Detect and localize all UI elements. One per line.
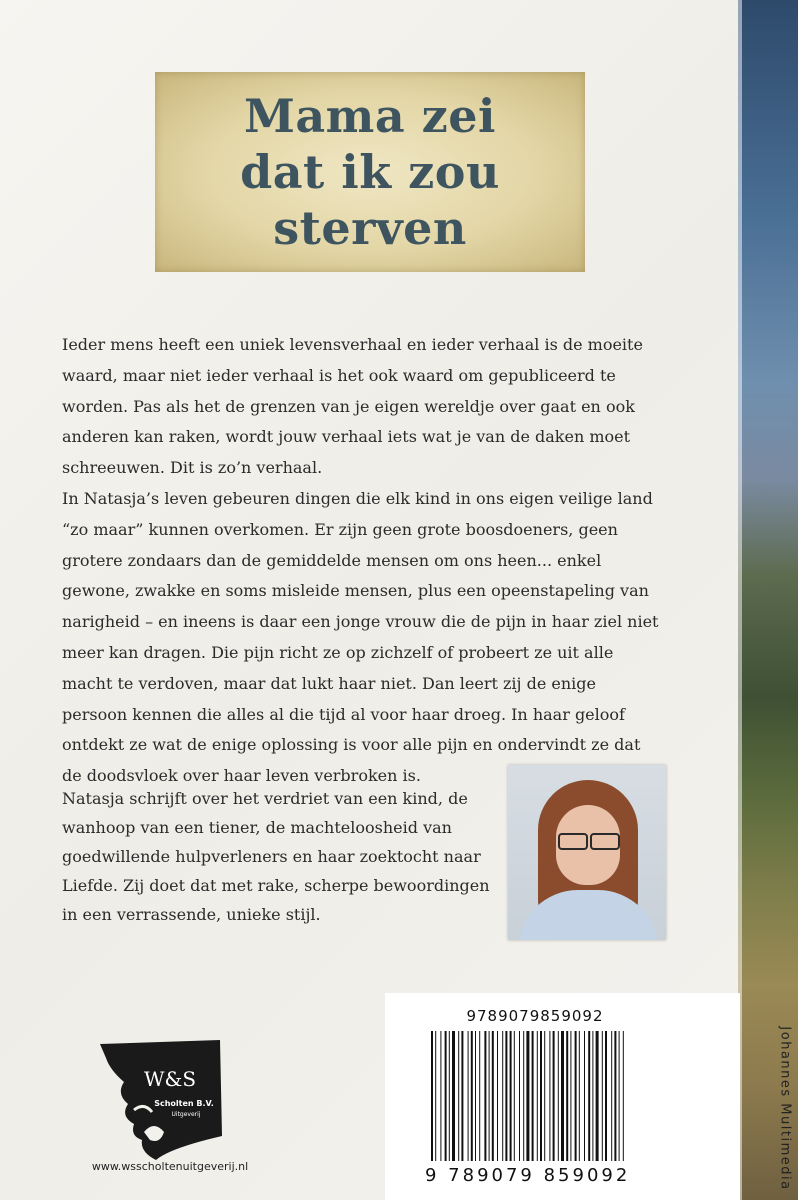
barcode-sticker xyxy=(385,993,793,1200)
logo-publisher-name: Scholten B.V. xyxy=(154,1099,214,1108)
isbn-top: 9789079859092 xyxy=(466,1007,604,1025)
author-photo xyxy=(508,765,666,940)
logo-publisher-subtitle: Uitgeverij xyxy=(171,1111,201,1118)
title-line-3: sterven xyxy=(273,201,467,255)
publisher-url[interactable]: www.wsscholtenuitgeverij.nl xyxy=(91,1160,249,1173)
author-glasses xyxy=(556,833,620,847)
blurb-text xyxy=(62,330,662,792)
title-line-1: Mama zei xyxy=(243,89,497,143)
publisher-logo xyxy=(100,1040,226,1160)
logo-monogram: W&S xyxy=(143,1067,197,1091)
isbn-bottom: 9 789079 859092 xyxy=(425,1165,631,1186)
blurb-paragraph-1: Ieder mens heeft een uniek levensverhaal en ieder verhaal is de moeite waard, maar niet ieder verhaal is het ook waard om gepubliceerd te worden. Pas als het de grenzen van je eigen wereldje over gaat en ook anderen kan raken, wordt jouw verhaal iets wat je van de daken moet schreeuwen. Dit is zo’n verhaal. xyxy=(62,335,643,478)
cover-edge-photo xyxy=(738,0,798,1200)
blurb-paragraph-2: In Natasja’s leven gebeuren dingen die elk kind in ons eigen veilige land “zo maar” kunnen overkomen. Er zijn geen grote boosdoeners, geen grotere zondaars dan de gemiddelde mensen om ons heen... enkel gewone, zwakke en soms misleide mensen, plus een opeenstapeling van narigheid – en ineens is daar een jonge vrouw die de pijn in haar ziel niet meer kan dragen. Die pijn richt ze op zichzelf of probeert ze uit alle macht te verdoven, maar dat lukt haar niet. Dan leert zij de enige persoon kennen die alles al die tijd al voor haar droeg. In haar geloof ontdekt ze wat de enige oplossing is voor alle pijn en ondervindt ze dat de doodsvloek over haar leven verbroken is. xyxy=(62,488,659,786)
title-plate xyxy=(155,72,585,272)
author-paragraph: Natasja schrijft over het verdriet van een kind, de wanhoop van een tiener, de machteloosheid van goedwillende hulpverleners en haar zoektocht naar Liefde. Zij doet dat met rake, scherpe bewoordingen in een verrassende, unieke stijl. xyxy=(62,789,490,924)
barcode xyxy=(429,1031,629,1166)
title-line-2: dat ik zou xyxy=(240,145,500,199)
vendor-label: Johannes Multimedia xyxy=(777,1026,793,1191)
